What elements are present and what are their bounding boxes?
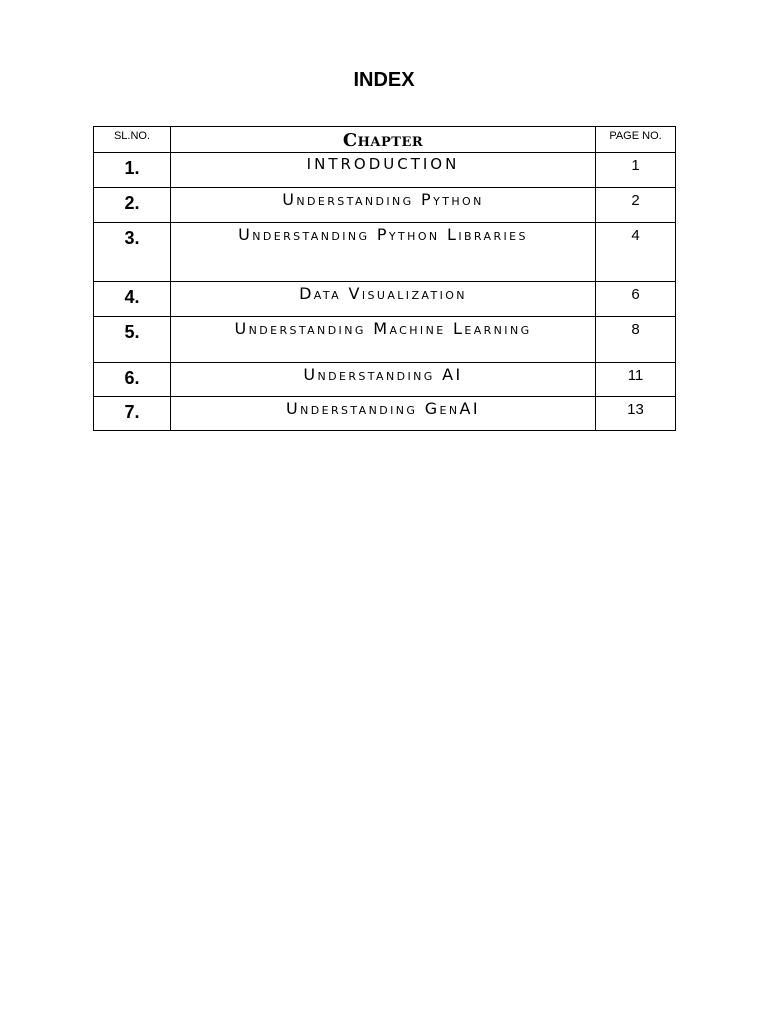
serial-number: 5. <box>94 317 171 363</box>
table-row <box>94 153 676 188</box>
chapter-title: Data Visualization <box>171 282 596 317</box>
serial-number: 4. <box>94 282 171 317</box>
chapter-title: Understanding Python <box>171 188 596 223</box>
table-row <box>94 223 676 282</box>
table-row <box>94 282 676 317</box>
chapter-title: Understanding GenAI <box>171 397 596 431</box>
header-sl-no-label: SL.NO. <box>113 130 151 142</box>
serial-number: 6. <box>94 363 171 397</box>
page-title: INDEX <box>353 69 415 91</box>
chapter-title: Understanding Python Libraries <box>171 223 596 282</box>
page-number: 2 <box>596 188 676 223</box>
table-row <box>94 397 676 431</box>
page-number: 6 <box>596 282 676 317</box>
table-row <box>94 317 676 363</box>
chapter-title: Understanding AI <box>171 363 596 397</box>
page-number: 13 <box>596 397 676 431</box>
table-row <box>94 363 676 397</box>
serial-number: 3. <box>94 223 171 282</box>
chapter-title: INTRODUCTION <box>171 153 596 188</box>
page-number: 11 <box>596 363 676 397</box>
serial-number: 2. <box>94 188 171 223</box>
table-row <box>94 188 676 223</box>
header-chapter <box>171 127 596 153</box>
page-number: 8 <box>596 317 676 363</box>
header-page-no-label: PAGE NO. <box>609 130 662 142</box>
page-number: 1 <box>596 153 676 188</box>
table-header-row <box>94 127 676 153</box>
page-number: 4 <box>596 223 676 282</box>
chapter-title: Understanding Machine Learning <box>171 317 596 363</box>
serial-number: 1. <box>94 153 171 188</box>
serial-number: 7. <box>94 397 171 431</box>
header-page-no <box>596 127 676 153</box>
header-sl-no <box>94 127 171 153</box>
header-chapter-label: Chapter <box>342 130 424 151</box>
index-table <box>93 126 676 431</box>
